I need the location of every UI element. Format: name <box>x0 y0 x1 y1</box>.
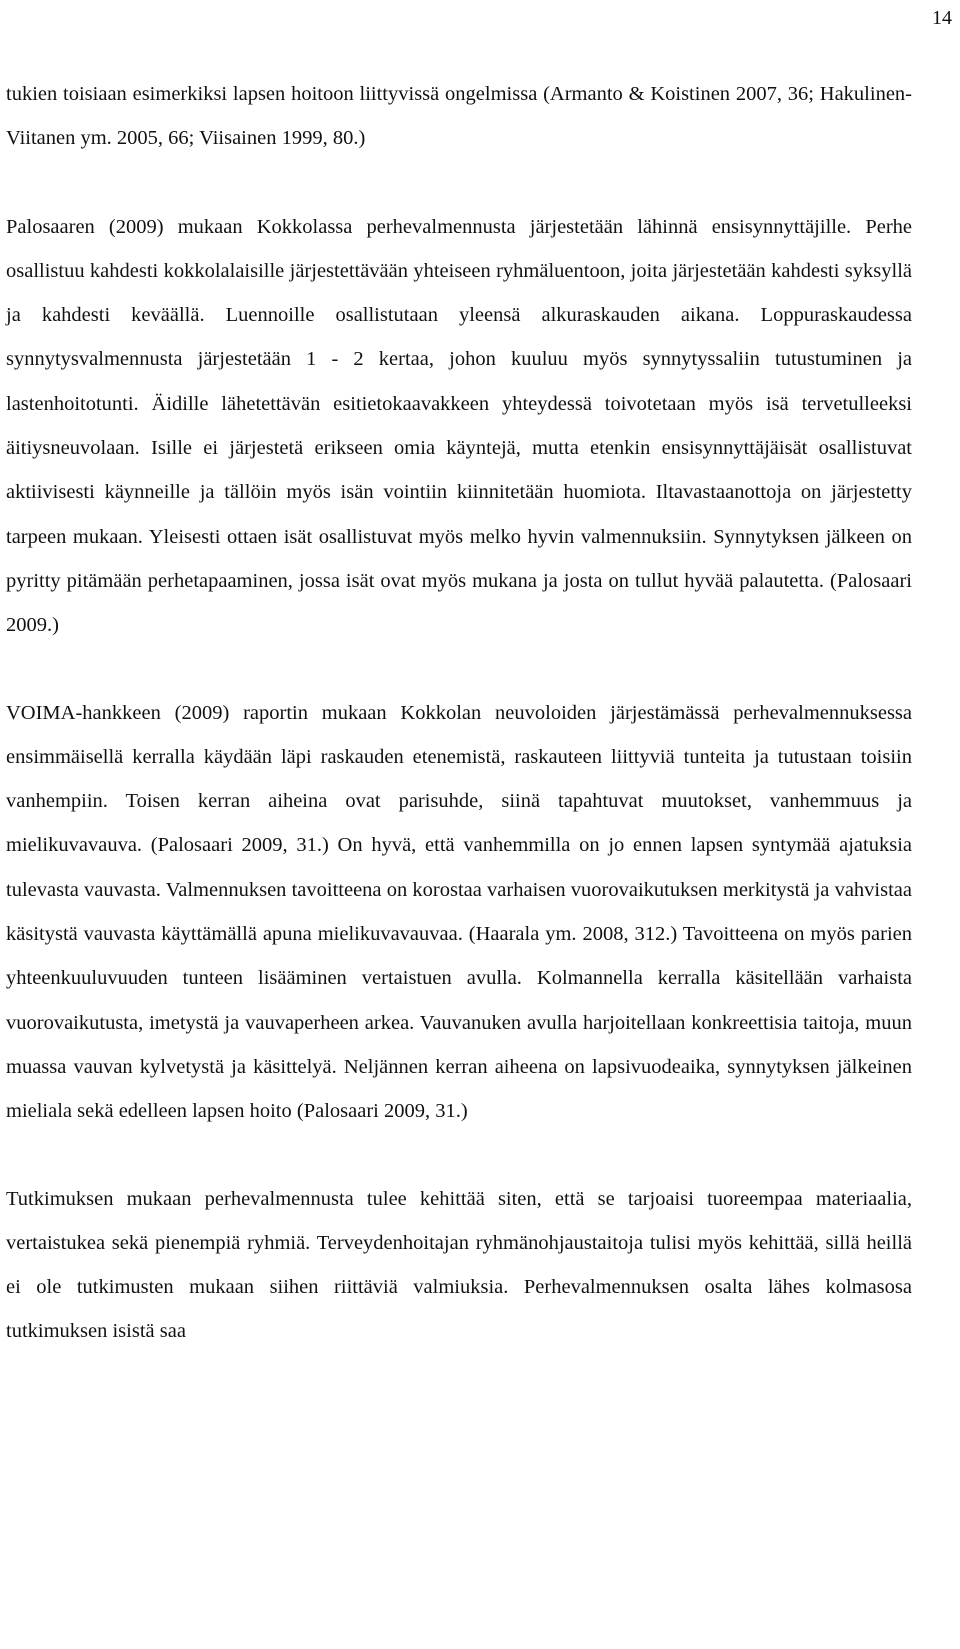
paragraph-1: tukien toisiaan esimerkiksi lapsen hoitoon liittyvissä ongelmissa (Armanto & Koistinen 2007, 36; Hakulinen-Viitanen ym. 2005, 66; Viisainen 1999, 80.) <box>6 83 912 150</box>
paragraph-2: Palosaaren (2009) mukaan Kokkolassa perhevalmennusta järjestetään lähinnä ensisynnyttäjille. Perhe osallistuu kahdesti kokkolalaisille järjestettävään yhteiseen ryhmäluentoon, joita järjestetään kahdesti syksyllä ja kahdesti keväällä. Luennoille osallistutaan yleensä alkuraskauden aikana. Loppuraskaudessa synnytysvalmennusta järjestetään 1 - 2 kertaa, johon kuuluu myös synnytyssaliin tutustuminen ja lastenhoitotunti. Äidille lähetettävän esitietokaavakkeen yhteydessä toivotetaan myös isä tervetulleeksi äitiysneuvolaan. Isille ei järjestetä erikseen omia käyntejä, mutta etenkin ensisynnyttäjäisät osallistuvat aktiivisesti käynneille ja tällöin myös isän vointiin kiinnitetään huomiota. Iltavastaanottoja on järjestetty tarpeen mukaan. Yleisesti ottaen isät osallistuvat myös melko hyvin valmennuksiin. Synnytyksen jälkeen on pyritty pitämään perhetapaaminen, jossa isät ovat myös mukana ja josta on tullut hyvää palautetta. (Palosaari 2009.) <box>6 215 912 637</box>
paragraph-4: Tutkimuksen mukaan perhevalmennusta tulee kehittää siten, että se tarjoaisi tuoreempaa materiaalia, vertaistukea sekä pienempiä ryhmiä. Terveydenhoitajan ryhmänohjaustaitoja tulisi myös kehittää, sillä heillä ei ole tutkimusten mukaan siihen riittäviä valmiuksia. Perhevalmennuksen osalta lähes kolmasosa tutkimuksen isistä saa <box>6 1187 912 1343</box>
document-body <box>6 72 912 1354</box>
paragraph-3: VOIMA-hankkeen (2009) raportin mukaan Kokkolan neuvoloiden järjestämässä perhevalmennuksessa ensimmäisellä kerralla käydään läpi raskauden etenemistä, raskauteen liittyviä tunteita ja tutustaan toisiin vanhempiin. Toisen kerran aiheina ovat parisuhde, siinä tapahtuvat muutokset, vanhemmuus ja mielikuvavauva. (Palosaari 2009, 31.) On hyvä, että vanhemmilla on jo ennen lapsen syntymää ajatuksia tulevasta vauvasta. Valmennuksen tavoitteena on korostaa varhaisen vuorovaikutuksen merkitystä ja vahvistaa käsitystä vauvasta käyttämällä apuna mielikuvavauvaa. (Haarala ym. 2008, 312.) Tavoitteena on myös parien yhteenkuuluvuuden tunteen lisääminen vertaistuen avulla. Kolmannella kerralla käsitellään varhaista vuorovaikutusta, imetystä ja vauvaperheen arkea. Vauvanuken avulla harjoitellaan konkreettisia taitoja, muun muassa vauvan kylvetystä ja käsittelyä. Neljännen kerran aiheena on lapsivuodeaika, synnytyksen jälkeinen mieliala sekä edelleen lapsen hoito (Palosaari 2009, 31.) <box>6 701 912 1123</box>
page-number: 14 <box>932 7 952 29</box>
